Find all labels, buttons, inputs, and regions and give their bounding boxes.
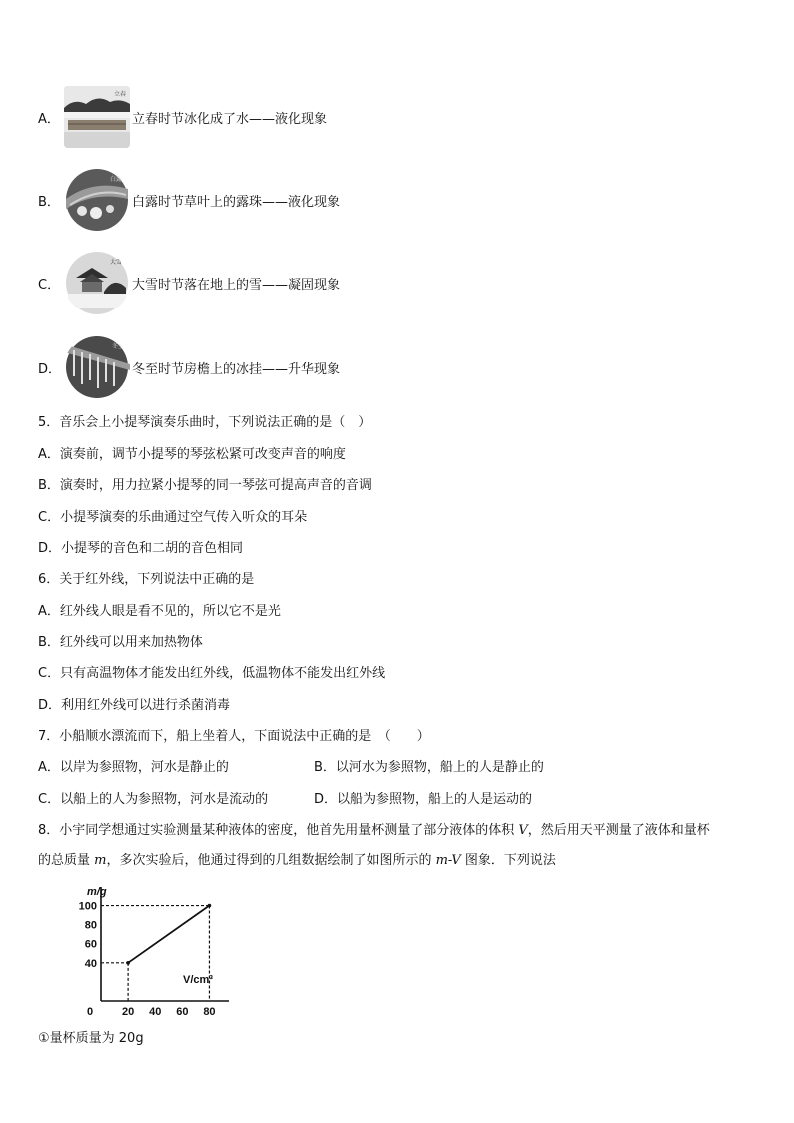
data-point [126,961,130,965]
x-tick-label: 60 [176,1006,189,1015]
q7-option-b: B．以河水为参照物，船上的人是静止的 [314,760,544,775]
q6-option-d: D．利用红外线可以进行杀菌消毒 [38,698,231,713]
x-tick-label: 40 [149,1006,162,1015]
option-letter: C． [38,277,61,293]
svg-text:白露: 白露 [110,177,123,183]
q8-text: 图象．下列说法 [460,853,556,868]
spring-ice-thumbnail [64,86,130,148]
q8-text: 8．小宇同学想通过实验测量某种液体的密度，他首先用量杯测量了部分液体的体积 [38,823,519,838]
option-b-row [38,167,340,233]
origin-label: 0 [87,1006,94,1015]
data-point [208,904,212,908]
option-a-text: 立春时节冰化成了水——液化现象 [132,111,328,127]
option-d-text: 冬至时节房檐上的冰挂——升华现象 [132,361,341,377]
x-axis-label: V/cm³ [183,974,213,986]
q5-option-d: D．小提琴的音色和二胡的音色相同 [38,541,244,556]
data-line [128,906,209,963]
option-d-row [38,334,340,400]
icicle-roof-thumbnail [64,336,130,398]
q7-stem: 7．小船顺水漂流而下，船上坐着人，下面说法中正确的是 （ ） [38,729,430,744]
q5-option-a: A．演奏前，调节小提琴的琴弦松紧可改变声音的响度 [38,447,346,462]
q6-option-c: C．只有高温物体才能发出红外线，低温物体不能发出红外线 [38,666,386,681]
y-tick-label: 100 [78,900,97,913]
q6-option-b: B．红外线可以用来加热物体 [38,635,203,650]
option-letter: B． [38,194,60,210]
y-tick-label: 40 [84,957,97,970]
option-letter: D． [38,361,62,377]
q8-variable-mv: m-V [435,853,461,868]
q8-text: ，然后用天平测量了液体和量杯 [527,823,710,838]
snow-temple-thumbnail [64,252,130,314]
q8-statement-1: ①量杯质量为 20g [38,1031,144,1046]
q8-text: ，多次实验后，他通过得到的几组数据绘制了如图所示的 [106,853,436,868]
svg-text:立春: 立春 [114,92,127,98]
x-tick-label: 80 [203,1006,216,1015]
y-tick-label: 60 [84,938,97,951]
option-c-text: 大雪时节落在地上的雪——凝固现象 [132,277,341,293]
q8-variable-v: V [518,823,528,838]
y-axis-label: m/g [87,886,107,898]
dew-leaf-thumbnail [64,169,130,231]
q8-line-1 [38,816,760,846]
q6-option-a: A．红外线人眼是看不见的，所以它不是光 [38,604,281,619]
option-letter: A． [38,111,60,127]
y-tick-label: 80 [84,919,97,932]
q5-option-b: B．演奏时，用力拉紧小提琴的同一琴弦可提高声音的音调 [38,478,372,493]
option-a-row [38,84,327,150]
q7-option-c: C．以船上的人为参照物，河水是流动的 [38,792,269,807]
q7-option-a: A．以岸为参照物，河水是静止的 [38,760,229,775]
q8-text: 的总质量 [38,853,95,868]
q6-stem: 6．关于红外线，下列说法中正确的是 [38,572,255,587]
q8-variable-m: m [94,853,107,868]
mass-volume-chart [54,885,254,1015]
q7-option-d: D．以船为参照物，船上的人是运动的 [314,792,533,807]
q5-stem: 5．音乐会上小提琴演奏乐曲时，下列说法正确的是（ ） [38,415,372,430]
x-tick-label: 20 [121,1006,135,1015]
svg-text:冬至: 冬至 [112,344,125,350]
option-c-row [38,250,340,316]
q8-stem [38,816,760,876]
svg-text:大雪: 大雪 [110,260,123,266]
q8-line-2 [38,846,760,876]
q5-option-c: C．小提琴演奏的乐曲通过空气传入听众的耳朵 [38,510,308,525]
option-b-text: 白露时节草叶上的露珠——液化现象 [132,194,341,210]
